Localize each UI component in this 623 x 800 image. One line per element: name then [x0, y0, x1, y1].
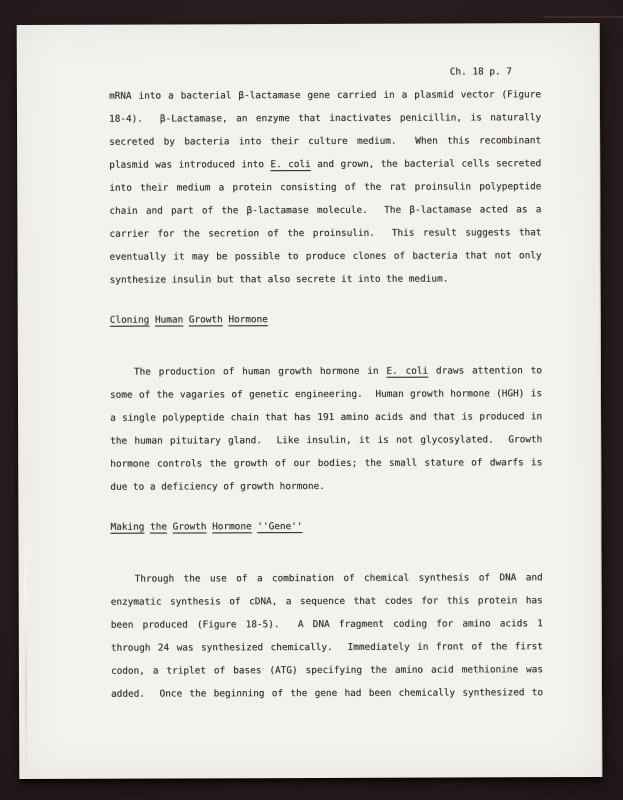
body-line: carrier for the secretion of the proinsulin. This result suggests that [109, 227, 542, 240]
body-line: been produced (Figure 18-5). A DNA fragment coding for amino acids 1 [110, 618, 543, 631]
page-crease-left [24, 493, 27, 775]
document-page [17, 23, 603, 779]
paragraph-beta-lactamase [109, 83, 542, 292]
body-line: some of the vagaries of genetic engineering. Human growth hormone (HGH) is [109, 388, 542, 401]
body-line: The production of human growth hormone in E. coli draws attention to [133, 365, 542, 378]
paragraph-hgh-production [110, 359, 542, 499]
body-line: the human pituitary gland. Like insulin, it is not glycosylated. Growth [110, 434, 543, 447]
body-line: Through the use of a combination of chemical synthesis of DNA and [134, 572, 543, 585]
section-heading-making-gene: Making the Growth Hormone ''Gene'' [110, 521, 303, 533]
body-line: due to a deficiency of growth hormone. [110, 480, 325, 493]
body-line: chain and part of the β-lactamase molecule. The β-lactamase acted as a [109, 204, 542, 217]
body-line: mRNA into a bacterial β-lactamase gene carried in a plasmid vector (Figure [108, 89, 541, 102]
typed-text-block [109, 60, 543, 706]
body-line: 18-4). β-Lactamase, an enzyme that inactivates penicillin, is naturally [108, 112, 542, 125]
page-number-label: Ch. 18 p. 7 [449, 66, 512, 78]
body-line: a single polypeptide chain that has 191 amino acids and that is produced in [110, 411, 543, 424]
body-line: added. Once the beginning of the gene had been chemically synthesized to [111, 687, 544, 700]
body-line: plasmid was introduced into E. coli and grown, the bacterial cells secreted [109, 158, 542, 171]
body-line: eventually it may be possible to produce clones of bacteria that not only [109, 250, 542, 263]
section-heading-cloning-hgh: Cloning Human Growth Hormone [109, 314, 268, 326]
body-line: into their medium a protein consisting of the rat proinsulin polypeptide [109, 181, 542, 194]
body-line: secreted by bacteria into their culture medium. When this recombinant [109, 135, 542, 148]
backdrop-seam [543, 16, 623, 18]
body-line: synthesize insulin but that also secrete it into the medium. [109, 273, 449, 286]
paragraph-gene-synthesis [111, 566, 543, 706]
body-line: codon, a triplet of bases (ATG) specifying the amino acid methionine was [110, 664, 543, 677]
body-line: hormone controls the growth of our bodies; the small stature of dwarfs is [110, 457, 543, 470]
body-line: enzymatic synthesis of cDNA, a sequence that codes for this protein has [110, 595, 543, 608]
body-line: through 24 was synthesized chemically. Immediately in front of the first [110, 641, 543, 654]
